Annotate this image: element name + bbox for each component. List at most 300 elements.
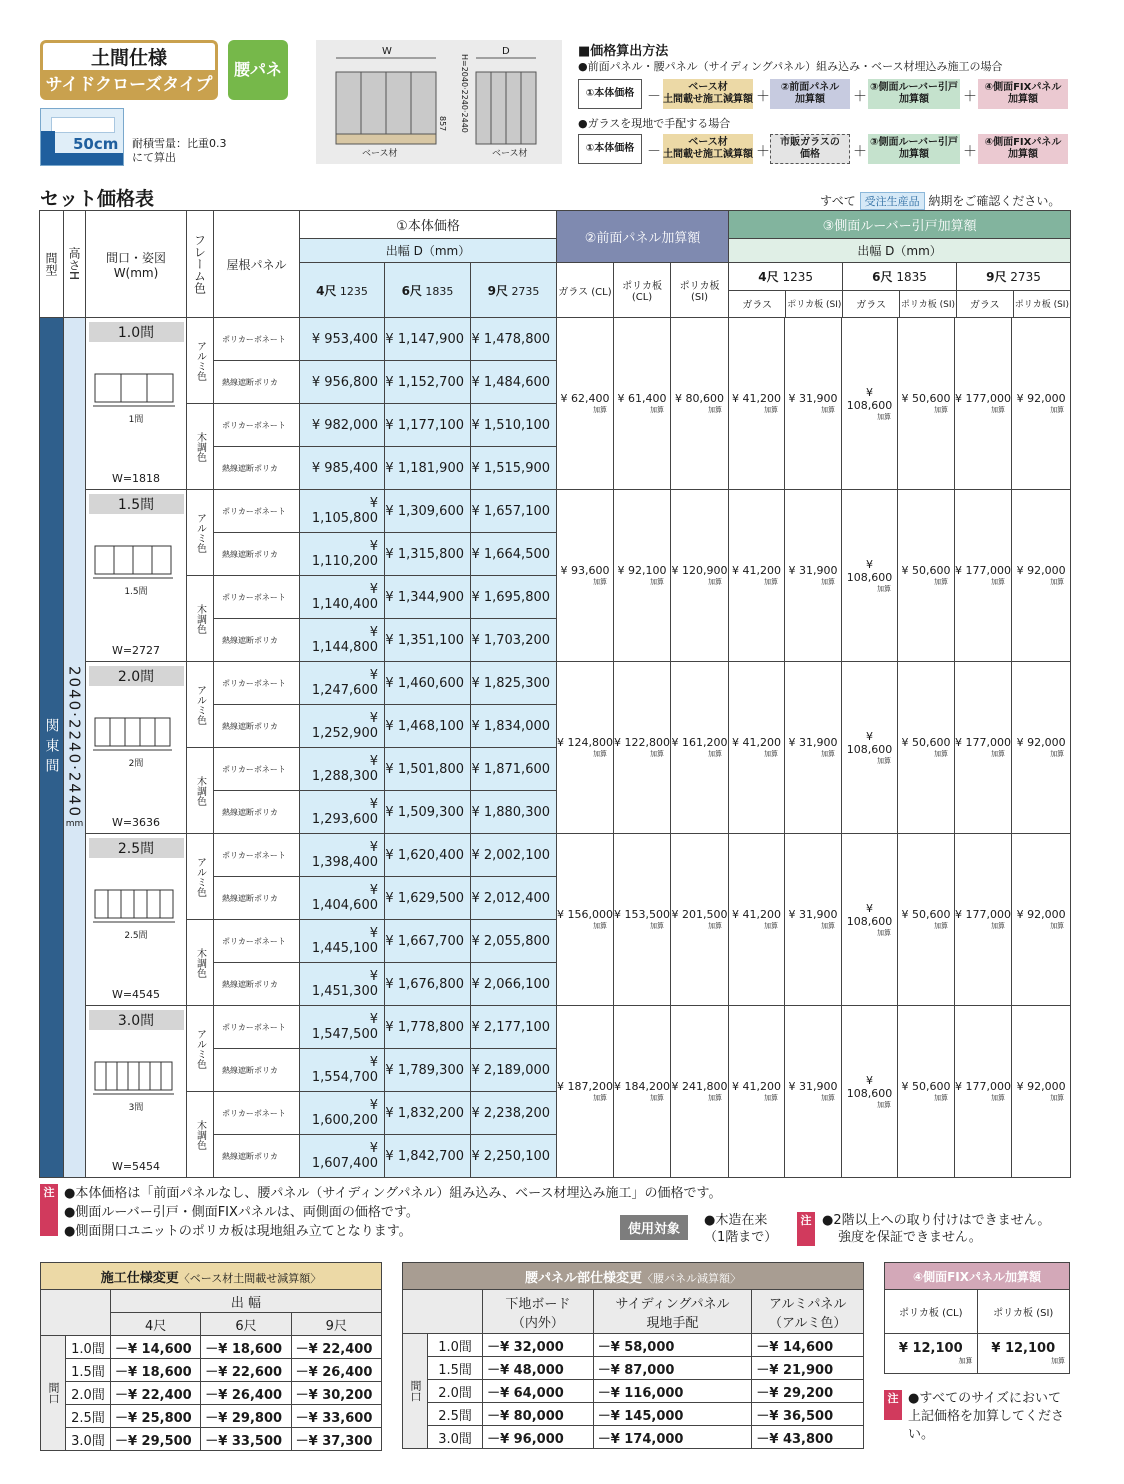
body-price: ¥ 1,247,600: [300, 662, 385, 705]
calc-side-box-2: [868, 134, 960, 164]
body-price: ¥ 956,800: [300, 361, 385, 404]
base-cell: 2.0間: [66, 1382, 111, 1405]
calc-case-2: ●ガラスを現地で手配する場合: [578, 117, 731, 130]
side-b: 加算額: [899, 149, 929, 160]
roof-panel: ポリカーボネート: [214, 834, 300, 877]
waist-cell: －¥ 145,000: [593, 1403, 752, 1426]
fix-v1: [885, 1334, 978, 1374]
type-tag: サイドクローズタイプ: [40, 70, 218, 100]
price-row: [40, 318, 1071, 361]
body-price: ¥ 1,309,600: [385, 490, 471, 533]
waist-cell: －¥ 14,600: [752, 1334, 864, 1357]
calc-fix-box: [978, 79, 1068, 109]
side-add: ¥ 31,900 加算: [785, 318, 842, 490]
roof-panel: 熱線遮断ポリカ: [214, 619, 300, 662]
note-2: ●側面ルーバー引戸・側面FIXパネルは、両側面の価格です。: [64, 1205, 419, 1220]
gap-sub-label: 1.5間: [124, 587, 148, 597]
waist-cell: －¥ 21,900: [752, 1357, 864, 1380]
plus-sign: ＋: [756, 89, 770, 105]
base-b: 土間載せ施工減算額: [663, 149, 753, 160]
fix-v2-val: ¥ 12,100: [991, 1341, 1056, 1356]
base-cell: －¥ 33,600: [291, 1405, 381, 1428]
diagram-base-2: ベース材: [492, 149, 528, 159]
body-price: ¥ 1,842,700: [385, 1135, 471, 1178]
waist-cell: －¥ 64,000: [483, 1380, 594, 1403]
h-depth-body: 出幅 D（mm）: [300, 239, 557, 263]
base-title: [41, 1263, 382, 1290]
use-target-b: （1階まで）: [704, 1230, 778, 1245]
s-psi: ポリカ板 (SI): [1014, 300, 1069, 311]
use-target-label: 使用対象: [620, 1215, 688, 1240]
body-price: ¥ 1,252,900: [300, 705, 385, 748]
front-add: ¥ 122,800 加算: [614, 662, 671, 834]
body-price: ¥ 2,066,100: [471, 963, 557, 1006]
calc-market-box: [770, 134, 850, 164]
roof-panel: 熱線遮断ポリカ: [214, 533, 300, 576]
price-row: [40, 1006, 1071, 1049]
side-add: ¥ 177,000 加算: [955, 662, 1012, 834]
waist-cell: －¥ 48,000: [483, 1357, 594, 1380]
body-price: ¥ 1,288,300: [300, 748, 385, 791]
diagram-h: H=2040·2240·2440: [460, 54, 469, 133]
snow-icon: [40, 108, 124, 166]
note-3: ●側面開口ユニットのポリカ板は現地組み立てとなります。: [64, 1224, 412, 1239]
order-note: [820, 192, 1060, 210]
gap-sub-label: 3間: [128, 1103, 144, 1113]
body-price: ¥ 1,110,200: [300, 533, 385, 576]
base-cell: －¥ 18,600: [201, 1336, 291, 1359]
body-price: ¥ 982,000: [300, 404, 385, 447]
body-price: ¥ 1,105,800: [300, 490, 385, 533]
front-add: ¥ 153,500 加算: [614, 834, 671, 1006]
note-4: [822, 1212, 1050, 1246]
body-price: ¥ 2,238,200: [471, 1092, 557, 1135]
fix-title: ④側面FIXパネル加算額: [885, 1263, 1070, 1290]
base-cell: －¥ 22,400: [291, 1336, 381, 1359]
base-c9: 9尺: [291, 1313, 381, 1336]
body-price: ¥ 953,400: [300, 318, 385, 361]
gap-label: 3.0間: [89, 1010, 184, 1030]
side-add: ¥ 41,200 加算: [729, 318, 785, 490]
plus-sign: ＋: [853, 89, 867, 105]
body-price: ¥ 1,607,400: [300, 1135, 385, 1178]
base-b: 土間載せ施工減算額: [663, 94, 753, 105]
front-add: ¥ 124,800 加算: [557, 662, 614, 834]
base-cell: 2.5間: [66, 1405, 111, 1428]
body-price: ¥ 1,547,500: [300, 1006, 385, 1049]
minus-sign: －: [647, 89, 661, 105]
fix-c2: ポリカ板 (SI): [977, 1290, 1070, 1334]
body-price: ¥ 1,484,600: [471, 361, 557, 404]
price-row: [40, 834, 1071, 877]
base-cell: －¥ 26,400: [291, 1359, 381, 1382]
fix-b: 加算額: [1007, 94, 1038, 105]
body-price: ¥ 1,509,300: [385, 791, 471, 834]
base-row: [41, 1428, 382, 1451]
base-row: [41, 1336, 382, 1359]
side-add: ¥ 41,200 加算: [729, 834, 785, 1006]
waist-cell: －¥ 32,000: [483, 1334, 594, 1357]
s-d4n: 1235: [782, 269, 813, 284]
base-c4: 4尺: [110, 1313, 200, 1336]
base-a: ベース材: [688, 137, 728, 148]
side-add: ¥ 92,000 加算: [1012, 1006, 1071, 1178]
width-label: W=3636: [111, 816, 161, 829]
side-add: ¥ 92,000 加算: [1012, 318, 1071, 490]
frame-wood: 木調色: [187, 748, 214, 834]
note-label-2: 注: [797, 1212, 815, 1246]
front-add: ¥ 201,500 加算: [671, 834, 729, 1006]
section-title: セット価格表: [40, 188, 155, 210]
waist-c2b: 現地手配: [646, 1315, 699, 1331]
body-price: ¥ 1,515,900: [471, 447, 557, 490]
order-note-b: 納期をご確認ください。: [928, 194, 1061, 208]
panel-tag: 腰パネル: [228, 40, 288, 100]
roof-panel: 熱線遮断ポリカ: [214, 1135, 300, 1178]
base-cell: －¥ 33,500: [201, 1428, 291, 1451]
side-b: 加算額: [899, 94, 929, 105]
frame-diagram-icon: [91, 542, 181, 584]
side-add: ¥ 50,600 加算: [898, 318, 955, 490]
waist-c1a: 下地ボード: [505, 1296, 571, 1312]
body-price: ¥ 1,445,100: [300, 920, 385, 963]
price-table: [39, 210, 1071, 1178]
body-price: ¥ 1,144,800: [300, 619, 385, 662]
s-d9: 9尺: [986, 269, 1007, 284]
s-psi: ポリカ板 (SI): [900, 290, 957, 317]
side-add: ¥ 177,000 加算: [955, 834, 1012, 1006]
side-add: ¥ 108,600 加算: [842, 1006, 898, 1178]
s-d6n: 1835: [896, 269, 927, 284]
body-price: ¥ 1,676,800: [385, 963, 471, 1006]
market-b: 価格: [799, 149, 820, 160]
body-price: ¥ 2,177,100: [471, 1006, 557, 1049]
body-price: ¥ 1,315,800: [385, 533, 471, 576]
roof-panel: ポリカーボネート: [214, 490, 300, 533]
h-frame: フレーム色: [187, 211, 214, 318]
front-add: ¥ 241,800 加算: [671, 1006, 729, 1178]
h-d4: 4尺 1235: [300, 263, 385, 318]
fix-v2-add: 加算: [1051, 1357, 1065, 1365]
calc-side-box: [868, 79, 960, 109]
front-add: ¥ 187,200 加算: [557, 1006, 614, 1178]
roof-panel: 熱線遮断ポリカ: [214, 963, 300, 1006]
s-d9n: 2735: [1010, 269, 1041, 284]
price-row: [40, 490, 1071, 533]
calc-front-box: [770, 79, 850, 109]
h-d6: 6尺 1835: [385, 263, 471, 318]
waist-cell: －¥ 80,000: [483, 1403, 594, 1426]
waist-row: [403, 1334, 864, 1357]
body-price: ¥ 1,351,100: [385, 619, 471, 662]
side-add: ¥ 50,600 加算: [898, 490, 955, 662]
body-price: ¥ 1,398,400: [300, 834, 385, 877]
waist-row: [403, 1380, 864, 1403]
body-price: ¥ 1,451,300: [300, 963, 385, 1006]
body-price: ¥ 1,140,400: [300, 576, 385, 619]
roof-panel: ポリカーボネート: [214, 748, 300, 791]
waist-cell: 1.5間: [428, 1357, 483, 1380]
base-cell: －¥ 22,600: [201, 1359, 291, 1382]
note-label: 注: [40, 1184, 58, 1236]
base-row: [41, 1359, 382, 1382]
roof-panel: 熱線遮断ポリカ: [214, 877, 300, 920]
waist-title: [403, 1263, 864, 1290]
frame-alu: アルミ色: [187, 662, 214, 748]
use-target: [704, 1212, 777, 1246]
roof-panel: ポリカーボネート: [214, 1092, 300, 1135]
body-price: ¥ 1,825,300: [471, 662, 557, 705]
market-a: 市販ガラスの: [780, 137, 840, 148]
waist-c1b: （内外）: [511, 1315, 564, 1331]
gap-label: 2.0間: [89, 666, 184, 686]
base-cell: －¥ 37,300: [291, 1428, 381, 1451]
note-4b: 強度を保証できません。: [838, 1230, 982, 1245]
side-add: ¥ 31,900 加算: [785, 834, 842, 1006]
base-a: ベース材: [688, 82, 728, 93]
frame-wood: 木調色: [187, 920, 214, 1006]
gap-cell: [86, 318, 187, 490]
calc-fix-box-2: [978, 134, 1068, 164]
roof-panel: ポリカーボネート: [214, 662, 300, 705]
side-add: ¥ 50,600 加算: [898, 662, 955, 834]
gap-cell: [86, 834, 187, 1006]
body-price: ¥ 1,344,900: [385, 576, 471, 619]
h-f-pcl: ポリカ板 (CL): [614, 263, 671, 318]
body-price: ¥ 1,664,500: [471, 533, 557, 576]
diagram-base-1: ベース材: [362, 149, 398, 159]
front-add: ¥ 120,900 加算: [671, 490, 729, 662]
fix-v2: [977, 1334, 1070, 1374]
calc-body-box-2: ①本体価格: [578, 134, 642, 164]
note-4a: ●2階以上への取り付けはできません。: [822, 1213, 1051, 1228]
s-glass: ガラス: [956, 290, 1013, 317]
body-price: ¥ 1,832,200: [385, 1092, 471, 1135]
body-price: ¥ 1,695,800: [471, 576, 557, 619]
waist-row: [403, 1403, 864, 1426]
body-price: ¥ 1,152,700: [385, 361, 471, 404]
roof-panel: 熱線遮断ポリカ: [214, 705, 300, 748]
waist-row: [403, 1357, 864, 1380]
fix-v1-add: 加算: [958, 1357, 973, 1365]
frame-wood: 木調色: [187, 1092, 214, 1178]
product-diagram: [316, 40, 562, 164]
waist-title-main: 腰パネル部仕様変更: [524, 1270, 642, 1286]
side-add: ¥ 108,600 加算: [842, 490, 898, 662]
body-price: ¥ 2,012,400: [471, 877, 557, 920]
s-glass: ガラス: [729, 290, 786, 317]
body-price: ¥ 2,055,800: [471, 920, 557, 963]
side-add: ¥ 31,900 加算: [785, 490, 842, 662]
waist-c2: [593, 1290, 752, 1334]
roof-panel: 熱線遮断ポリカ: [214, 447, 300, 490]
body-price: ¥ 1,460,600: [385, 662, 471, 705]
side-add: ¥ 31,900 加算: [785, 662, 842, 834]
waist-cell: 2.5間: [428, 1403, 483, 1426]
waist-side: 間口: [403, 1334, 428, 1449]
base-cell: 1.5間: [66, 1359, 111, 1382]
front-add: ¥ 62,400 加算: [557, 318, 614, 490]
base-title-sub: 〈ベース材土間載せ減算額〉: [178, 1271, 322, 1285]
use-target-a: ●木造在来: [704, 1213, 768, 1228]
waist-cell: 3.0間: [428, 1426, 483, 1449]
base-title-main: 施工仕様変更: [100, 1270, 179, 1286]
h-f-psi: ポリカ板 (SI): [671, 263, 729, 318]
body-price: ¥ 1,404,600: [300, 877, 385, 920]
waist-cell: －¥ 96,000: [483, 1426, 594, 1449]
roof-panel: ポリカーボネート: [214, 576, 300, 619]
front-add: ¥ 92,100 加算: [614, 490, 671, 662]
base-cell: 1.0間: [66, 1336, 111, 1359]
fix-c1: ポリカ板 (CL): [885, 1290, 978, 1334]
waist-cell: －¥ 58,000: [593, 1334, 752, 1357]
waist-cell: －¥ 87,000: [593, 1357, 752, 1380]
width-label: W=1818: [111, 472, 161, 485]
roof-panel: 熱線遮断ポリカ: [214, 361, 300, 404]
h-gap: 間型: [40, 211, 64, 318]
frame-diagram-icon: [91, 370, 181, 412]
body-price: ¥ 1,478,800: [471, 318, 557, 361]
base-depth: 出 幅: [110, 1290, 381, 1313]
side-add: ¥ 108,600 加算: [842, 318, 898, 490]
fix-table: [884, 1262, 1070, 1374]
width-label: W=4545: [111, 988, 161, 1001]
waist-cell: 2.0間: [428, 1380, 483, 1403]
side-add: ¥ 92,000 加算: [1012, 834, 1071, 1006]
h-front: ②前面パネル加算額: [557, 211, 729, 263]
made-to-order-badge: 受注生産品: [860, 192, 925, 210]
waist-cell: －¥ 29,200: [752, 1380, 864, 1403]
frame-alu: アルミ色: [187, 318, 214, 404]
body-price: ¥ 1,657,100: [471, 490, 557, 533]
waist-c3: [752, 1290, 864, 1334]
front-add: ¥ 93,600 加算: [557, 490, 614, 662]
frame-alu: アルミ色: [187, 1006, 214, 1092]
base-row: [41, 1405, 382, 1428]
base-cell: －¥ 18,600: [110, 1359, 200, 1382]
frame-alu: アルミ色: [187, 834, 214, 920]
front-add: ¥ 161,200 加算: [671, 662, 729, 834]
base-cell: 3.0間: [66, 1428, 111, 1451]
front-a: ②前面パネル: [780, 82, 840, 93]
body-price: ¥ 1,778,800: [385, 1006, 471, 1049]
base-cell: －¥ 29,800: [201, 1405, 291, 1428]
body-price: ¥ 1,177,100: [385, 404, 471, 447]
waist-c3b: （アルミ色）: [768, 1315, 847, 1331]
front-add: ¥ 80,600 加算: [671, 318, 729, 490]
side-add: ¥ 41,200 加算: [729, 662, 785, 834]
body-price: ¥ 1,600,200: [300, 1092, 385, 1135]
roof-panel: 熱線遮断ポリカ: [214, 1049, 300, 1092]
waist-cell: －¥ 43,800: [752, 1426, 864, 1449]
side-add: ¥ 31,900 加算: [785, 1006, 842, 1178]
roof-panel: ポリカーボネート: [214, 1006, 300, 1049]
gap-cell: [86, 1006, 187, 1178]
price-row: [40, 662, 1071, 705]
diagram-857: 857: [438, 116, 447, 132]
body-price: ¥ 1,871,600: [471, 748, 557, 791]
frame-alu: アルミ色: [187, 490, 214, 576]
side-add: ¥ 41,200 加算: [729, 490, 785, 662]
h-height: 高さH: [64, 211, 86, 318]
width-label: W=2727: [111, 644, 161, 657]
roof-panel: ポリカーボネート: [214, 318, 300, 361]
base-change-table: [40, 1262, 382, 1451]
h-side-sub: [729, 263, 1071, 318]
height-cell: 2040·2240·2440 mm: [64, 318, 86, 1178]
body-price: ¥ 2,189,000: [471, 1049, 557, 1092]
gap-cell: [86, 490, 187, 662]
s-psi: ポリカ板 (SI): [786, 290, 843, 317]
side-a: ③側面ルーバー引戸: [870, 82, 958, 93]
order-note-a: すべて: [820, 194, 856, 208]
gap-label: 2.5間: [89, 838, 184, 858]
roof-panel: ポリカーボネート: [214, 920, 300, 963]
body-price: ¥ 1,629,500: [385, 877, 471, 920]
side-add: ¥ 177,000 加算: [955, 1006, 1012, 1178]
waist-cell: －¥ 36,500: [752, 1403, 864, 1426]
minus-sign: －: [647, 144, 661, 160]
roof-panel: 熱線遮断ポリカ: [214, 791, 300, 834]
body-price: ¥ 1,620,400: [385, 834, 471, 877]
snow-note: 耐積雪量：比重0.3にて算出: [132, 137, 227, 164]
gap-cell: [86, 662, 187, 834]
base-c6: 6尺: [201, 1313, 291, 1336]
fix-v1-val: ¥ 12,100: [898, 1341, 963, 1356]
waist-cell: －¥ 174,000: [593, 1426, 752, 1449]
body-price: ¥ 1,468,100: [385, 705, 471, 748]
front-add: ¥ 156,000 加算: [557, 834, 614, 1006]
plus-sign: ＋: [853, 144, 867, 160]
h-body: ①本体価格: [300, 211, 557, 239]
side-add: ¥ 92,000 加算: [1012, 490, 1071, 662]
body-price: ¥ 985,400: [300, 447, 385, 490]
plus-sign: ＋: [756, 144, 770, 160]
body-price: ¥ 1,501,800: [385, 748, 471, 791]
body-price: ¥ 1,293,600: [300, 791, 385, 834]
gap-label: 1.5間: [89, 494, 184, 514]
waist-c1: [483, 1290, 594, 1334]
base-cell: －¥ 22,400: [110, 1382, 200, 1405]
spec-tag: 土間仕様: [40, 40, 218, 70]
calc-body-box: ①本体価格: [578, 79, 642, 109]
plus-sign: ＋: [963, 89, 977, 105]
side-add: ¥ 50,600 加算: [898, 1006, 955, 1178]
fix-note: ●すべてのサイズにおいて上記価格を加算してください。: [908, 1391, 1065, 1442]
base-cell: －¥ 30,200: [291, 1382, 381, 1405]
gap-sub-label: 1間: [128, 415, 144, 425]
frame-diagram-icon: [91, 886, 181, 928]
gap-sub-label: 2間: [128, 759, 144, 769]
gap-label: 1.0間: [89, 322, 184, 342]
body-price: ¥ 1,510,100: [471, 404, 557, 447]
frame-diagram-icon: [91, 1058, 181, 1100]
diagram-d: D: [502, 46, 510, 57]
diagram-w: W: [382, 46, 392, 57]
side-add: ¥ 108,600 加算: [842, 834, 898, 1006]
side-add: ¥ 177,000 加算: [955, 318, 1012, 490]
gap-sub-label: 2.5間: [124, 931, 148, 941]
front-add: ¥ 184,200 加算: [614, 1006, 671, 1178]
side-add: ¥ 108,600 加算: [842, 662, 898, 834]
body-price: ¥ 1,834,000: [471, 705, 557, 748]
fix-a: ④側面FIXパネル: [984, 137, 1062, 148]
h-side: ③側面ルーバー引戸加算額: [729, 211, 1071, 239]
body-price: ¥ 1,703,200: [471, 619, 557, 662]
side-add: ¥ 92,000 加算: [1012, 662, 1071, 834]
body-price: ¥ 1,147,900: [385, 318, 471, 361]
side-add: ¥ 41,200 加算: [729, 1006, 785, 1178]
